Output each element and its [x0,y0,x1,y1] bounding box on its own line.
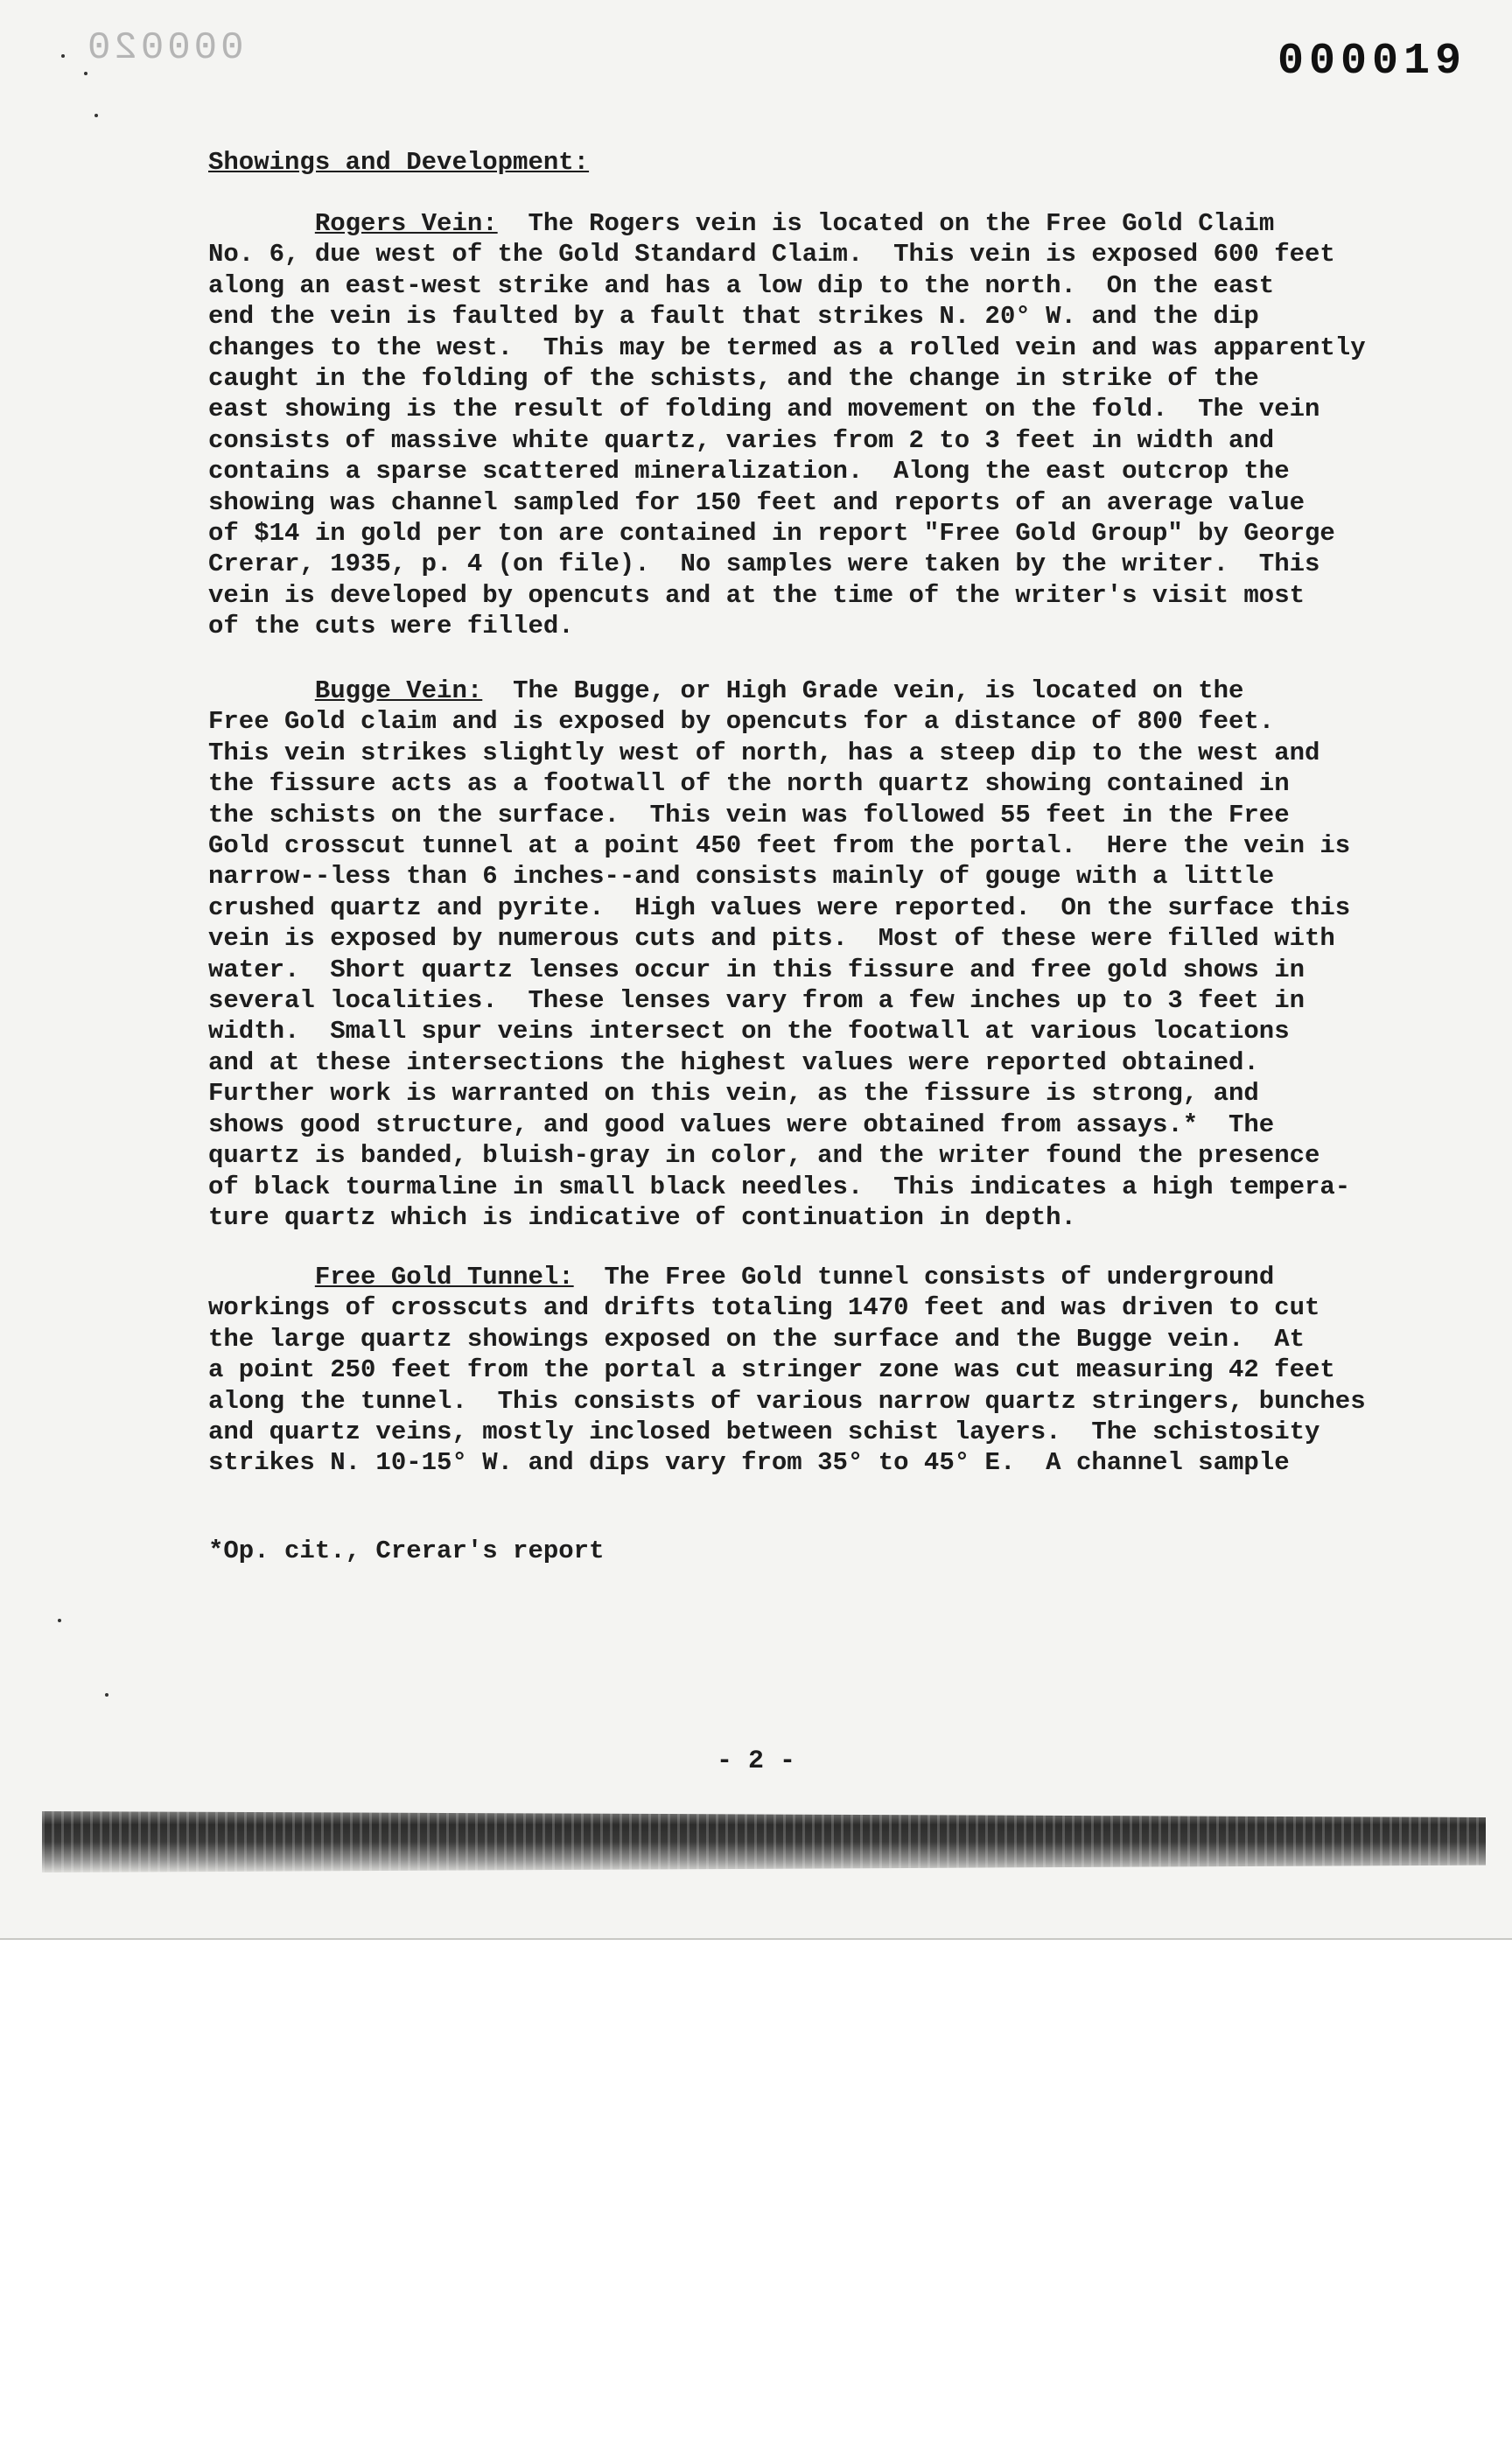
text-line: vein is exposed by numerous cuts and pits. Most of these were filled with [208,924,1335,954]
paragraph-title: Rogers Vein: [314,209,498,238]
scan-speck [105,1693,108,1697]
text-line: caught in the folding of the schists, and the change in strike of the [208,364,1259,394]
text-line: along an east-west strike and has a low dip to the north. On the east [208,270,1275,300]
text-line: This vein strikes slightly west of north, has a steep dip to the west and [208,738,1320,767]
text-line: consists of massive white quartz, varies from 2 to 3 feet in width and [208,425,1275,455]
paragraph-title: Free Gold Tunnel: [314,1263,574,1292]
text-line: and quartz veins, mostly inclosed between schist layers. The schistosity [208,1418,1320,1447]
text-line: narrow--less than 6 inches--and consists mainly of gouge with a little [208,862,1275,892]
text-line: strikes N. 10-15° W. and dips vary from 35° to 45° E. A channel sample [208,1448,1290,1478]
text-line: workings of crosscuts and drifts totaling 1470 feet and was driven to cut [208,1293,1320,1323]
section-heading: Showings and Development: [208,148,590,177]
text-line: shows good structure, and good values were obtained from assays.* The [208,1110,1275,1139]
scan-speck [84,72,88,75]
text-line: the schists on the surface. This vein was followed 55 feet in the Free [208,800,1290,830]
text-line: Crerar, 1935, p. 4 (on file). No samples were taken by the writer. This [208,550,1320,579]
text-line: Further work is warranted on this vein, as the fissure is strong, and [208,1079,1259,1109]
text-line: changes to the west. This may be termed as a rolled vein and was apparently [208,332,1366,362]
text-line: end the vein is faulted by a fault that strikes N. 20° W. and the dip [208,302,1259,332]
text-line: and at these intersections the highest values were reported obtained. [208,1047,1259,1077]
text-line: of the cuts were filled. [208,612,574,641]
text-line: width. Small spur veins intersect on the footwall at various locations [208,1017,1290,1046]
text-line: ture quartz which is indicative of continuation in depth. [208,1202,1076,1232]
text-line: the large quartz showings exposed on the surface and the Bugge vein. At [208,1324,1306,1354]
scanner-edge-shadow [42,1811,1486,1872]
text-line: quartz is banded, bluish-gray in color, and the writer found the presence [208,1141,1320,1171]
text-line: a point 250 feet from the portal a stringer zone was cut measuring 42 feet [208,1355,1335,1385]
text-line: showing was channel sampled for 150 feet and reports of an average value [208,487,1306,517]
paragraph-rogers-vein: Rogers Vein: The Rogers vein is located on the Free Gold Claim No. 6, due west of the Gold Standard Claim. This vein is exposed 600 feet along an east-west strike and has a low dip to the north. On the east end the vein is faulted by a fault that strikes N. 20° W. and the dip changes to the west. This may be termed as a rolled vein and was apparently caught in the folding of the schists, and the change in strike of the east showing is the result of folding and movement on the fold. The vein consists of massive white quartz, varies from 2 to 3 feet in width and contains a sparse scattered mineralization. Along the east outcrop the showing was channel sampled for 150 feet and reports of an average value of $14 in gold per ton are contained in report "Free Gold Group" by George Crerar, 1935, p. 4 (on file). No samples were taken by the writer. This vein is developed by opencuts and at the time of the writer's visit most of the cuts were filled. [208,209,1366,641]
text-line: of black tourmaline in small black needles. This indicates a high tempera- [208,1172,1351,1201]
text-line: crushed quartz and pyrite. High values were reported. On the surface this [208,892,1351,922]
document-number: 000019 [1277,37,1466,87]
text-line: contains a sparse scattered mineralization. Along the east outcrop the [208,457,1290,486]
scan-speck [61,54,65,58]
paragraph-title: Bugge Vein: [314,676,483,705]
footnote: *Op. cit., Crerar's report [208,1536,605,1565]
text-line: several localities. These lenses vary from a few inches up to 3 feet in [208,986,1306,1016]
text-line: water. Short quartz lenses occur in this fissure and free gold shows in [208,955,1306,984]
page-number: - 2 - [716,1746,795,1776]
text-line: Gold crosscut tunnel at a point 450 feet from the portal. Here the vein is [208,831,1351,861]
bleed-through-number: 000020 [84,26,244,70]
text-line: vein is developed by opencuts and at the time of the writer's visit most [208,580,1306,610]
text-line: east showing is the result of folding and movement on the fold. The vein [208,395,1320,424]
text-line: Free Gold claim and is exposed by opencuts for a distance of 800 feet. [208,707,1275,737]
paragraph-free-gold-tunnel: Free Gold Tunnel: The Free Gold tunnel consists of underground workings of crosscuts and drifts totaling 1470 feet and was driven to cut the large quartz showings exposed on the surface and the Bugge vein. At a point 250 feet from the portal a stringer zone was cut measuring 42 feet along the tunnel. This consists of various narrow quartz stringers, bunches and quartz veins, mostly inclosed between schist layers. The schistosity strikes N. 10-15° W. and dips vary from 35° to 45° E. A channel sample [208,1263,1366,1478]
text-line: of $14 in gold per ton are contained in report "Free Gold Group" by George [208,519,1335,549]
scan-speck [58,1619,61,1622]
text-line: No. 6, due west of the Gold Standard Claim. This vein is exposed 600 feet [208,240,1335,270]
paragraph-bugge-vein: Bugge Vein: The Bugge, or High Grade vein, is located on the Free Gold claim and is exposed by opencuts for a distance of 800 feet. This vein strikes slightly west of north, has a steep dip to the west and the fissure acts as a footwall of the north quartz showing contained in the schists on the surface. This vein was followed 55 feet in the Free Gold crosscut tunnel at a point 450 feet from the portal. Here the vein is narrow--less than 6 inches--and consists mainly of gouge with a little crushed quartz and pyrite. High values were reported. On the surface this vein is exposed by numerous cuts and pits. Most of these were filled with water. Short quartz lenses occur in this fissure and free gold shows in several localities. These lenses vary from a few inches up to 3 feet in width. Small spur veins intersect on the footwall at various locations and at these intersections the highest values were reported obtained. Further work is warranted on this vein, as the fissure is strong, and shows good structure, and good values were obtained from assays.* The quartz is banded, bluish-gray in color, and the writer found the presence of black tourmaline in small black needles. This indicates a high tempera- ture quartz which is indicative of continuation in depth. [208,676,1351,1232]
text-line: the fissure acts as a footwall of the north quartz showing contained in [208,769,1290,799]
scan-speck [94,114,98,117]
text-line: along the tunnel. This consists of various narrow quartz stringers, bunches [208,1386,1366,1416]
